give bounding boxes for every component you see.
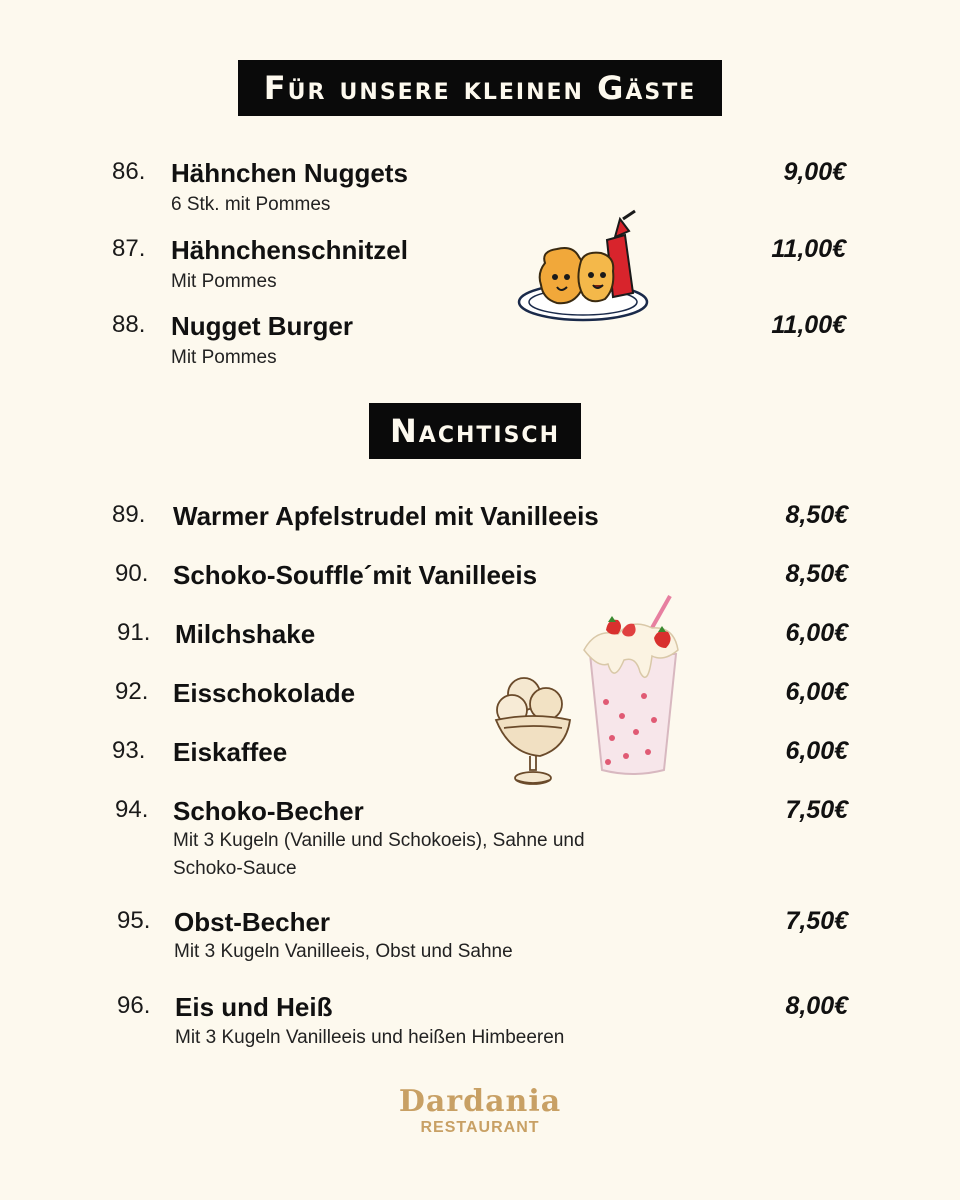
item-price: 7,50€ [785, 796, 848, 824]
item-name: Hähnchen Nuggets [171, 158, 408, 188]
menu-item [0, 678, 960, 714]
item-name: Schoko-Becher [173, 796, 364, 826]
menu-item [0, 992, 960, 1052]
menu-item [0, 560, 960, 596]
item-number: 92. [115, 678, 149, 705]
item-price: 6,00€ [785, 737, 848, 765]
item-number: 89. [112, 501, 146, 528]
item-price: 7,50€ [785, 907, 848, 935]
item-description: 6 Stk. mit Pommes [171, 194, 331, 215]
item-description: Mit Pommes [171, 271, 277, 292]
section-title-dessert: Nachtisch [369, 403, 581, 459]
item-description: Mit 3 Kugeln Vanilleeis und heißen Himbeeren [175, 1027, 565, 1048]
item-name: Schoko-Souffle´mit Vanilleeis [173, 560, 538, 590]
item-number: 91. [117, 619, 151, 646]
item-name: Eis und Heiß [175, 992, 333, 1022]
item-number: 88. [112, 311, 146, 338]
menu-item [0, 907, 960, 967]
restaurant-logo-subtitle: RESTAURANT [420, 1119, 540, 1136]
item-price: 8,00€ [785, 992, 848, 1020]
item-number: 94. [115, 796, 149, 823]
item-name: Eisschokolade [173, 678, 356, 708]
menu-item [0, 501, 960, 537]
item-number: 96. [117, 992, 151, 1019]
menu-item [0, 311, 960, 371]
item-description: Mit 3 Kugeln (Vanille und Schokoeis), Sahne und Schoko-Sauce [173, 830, 585, 879]
restaurant-logo-name: Dardania [398, 1084, 562, 1119]
strawberry-milkshake-illustration [578, 592, 688, 782]
ice-cream-sundae-sketch-illustration [490, 670, 580, 795]
item-price: 11,00€ [771, 235, 846, 263]
item-price: 11,00€ [771, 311, 846, 339]
chicken-nuggets-ketchup-illustration [515, 205, 655, 330]
item-number: 86. [112, 158, 146, 185]
item-name: Eiskaffee [173, 737, 288, 767]
item-price: 6,00€ [785, 678, 848, 706]
item-number: 87. [112, 235, 146, 262]
item-price: 9,00€ [783, 158, 846, 186]
item-description: Mit 3 Kugeln Vanilleeis, Obst und Sahne [174, 941, 513, 962]
section-title-kids: Für unsere kleinen Gäste [238, 60, 722, 116]
item-name: Hähnchenschnitzel [171, 235, 408, 265]
item-name: Obst-Becher [174, 907, 331, 937]
item-name: Warmer Apfelstrudel mit Vanilleeis [173, 501, 599, 531]
item-description: Mit Pommes [171, 347, 277, 368]
item-name: Milchshake [175, 619, 316, 649]
item-name: Nugget Burger [171, 311, 353, 341]
menu-item [0, 796, 960, 886]
item-number: 95. [117, 907, 151, 934]
item-number: 90. [115, 560, 149, 587]
menu-item [0, 158, 960, 218]
menu-item [0, 737, 960, 773]
menu-item [0, 619, 960, 655]
item-number: 93. [112, 737, 146, 764]
item-price: 8,50€ [785, 501, 848, 529]
menu-item [0, 235, 960, 295]
item-price: 8,50€ [785, 560, 848, 588]
item-price: 6,00€ [785, 619, 848, 647]
